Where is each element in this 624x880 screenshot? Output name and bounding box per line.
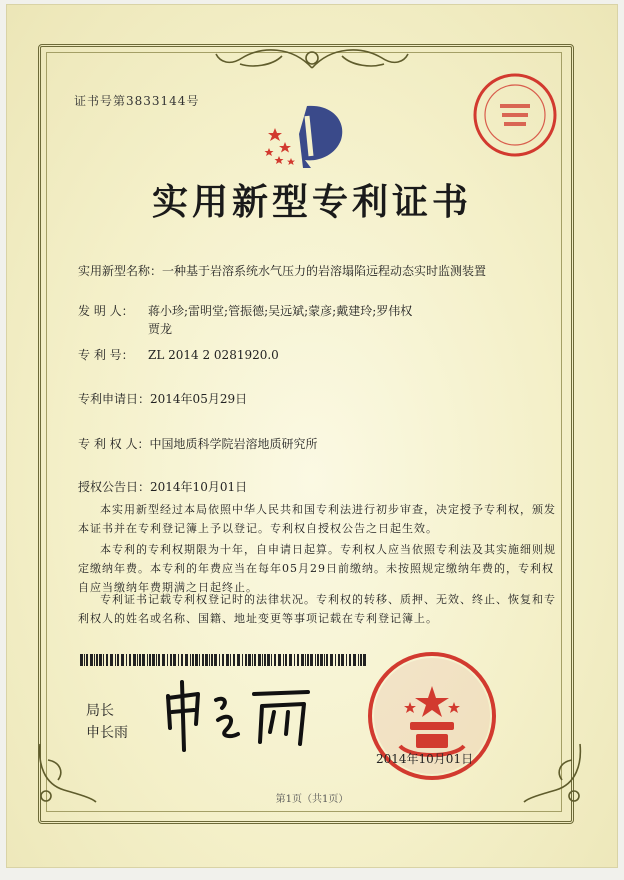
statement-paragraph-3: 专利证书记载专利权登记时的法律状况。专利权的转移、质押、无效、终止、恢复和专利权人的姓名或名称、国籍、地址变更等事项记载在专利登记簿上。 bbox=[78, 593, 556, 625]
inventor-row bbox=[78, 302, 412, 319]
inventor-label: 发 明 人： bbox=[78, 304, 134, 318]
barcode bbox=[80, 654, 366, 666]
filing-date-value: 2014年05月29日 bbox=[150, 392, 248, 406]
top-ornament bbox=[212, 42, 412, 74]
certificate-title: 实用新型专利证书 bbox=[151, 181, 472, 223]
patent-number-label: 专 利 号： bbox=[78, 348, 134, 362]
patent-number-value: ZL 2014 2 0281920.0 bbox=[148, 348, 279, 362]
filing-date-label: 专利申请日： bbox=[78, 392, 151, 406]
statement-paragraph-2: 本专利的专利权期限为十年，自申请日起算。专利权人应当依照专利法及其实施细则规定缴纳年费。本专利的年费应当在每年05月29日前缴纳。未按照规定缴纳年费的，专利权自应当缴纳年费期满之日起终止。 bbox=[78, 543, 556, 594]
filing-date-row bbox=[78, 390, 247, 407]
patent-office-logo-icon bbox=[255, 98, 355, 174]
patent-name-value: 一种基于岩溶系统水气压力的岩溶塌陷远程动态实时监测装置 bbox=[162, 264, 487, 278]
director-signature bbox=[158, 676, 318, 756]
patent-name-row bbox=[78, 262, 486, 279]
statement-paragraph-1: 本实用新型经过本局依照中华人民共和国专利法进行初步审查，决定授予专利权，颁发本证书并在专利登记簿上予以登记。专利权自授权公告之日起生效。 bbox=[78, 503, 556, 535]
director-name: 申长雨 bbox=[86, 725, 128, 741]
publication-date-row bbox=[78, 478, 247, 495]
seal-date: 2014年10月01日 bbox=[376, 752, 474, 766]
certificate-number: 证书号第3833144号 bbox=[74, 94, 200, 108]
page-number: 第1页（共1页） bbox=[275, 794, 349, 805]
patentee-label: 专 利 权 人： bbox=[78, 437, 150, 451]
publication-date-label: 授权公告日： bbox=[78, 480, 151, 494]
director-title: 局长 bbox=[86, 703, 114, 719]
inventors-value: 蒋小珍;雷明堂;管振德;吴远斌;蒙彦;戴建玲;罗伟权 bbox=[148, 304, 413, 318]
patent-number-row bbox=[78, 346, 279, 363]
patentee-value: 中国地质科学院岩溶地质研究所 bbox=[149, 437, 318, 451]
patentee-row bbox=[78, 435, 317, 452]
publication-date-value: 2014年10月01日 bbox=[150, 480, 248, 494]
inventors-continued: 贾龙 bbox=[148, 322, 173, 336]
patent-name-label: 实用新型名称： bbox=[78, 264, 163, 278]
registration-stamp bbox=[470, 70, 560, 160]
